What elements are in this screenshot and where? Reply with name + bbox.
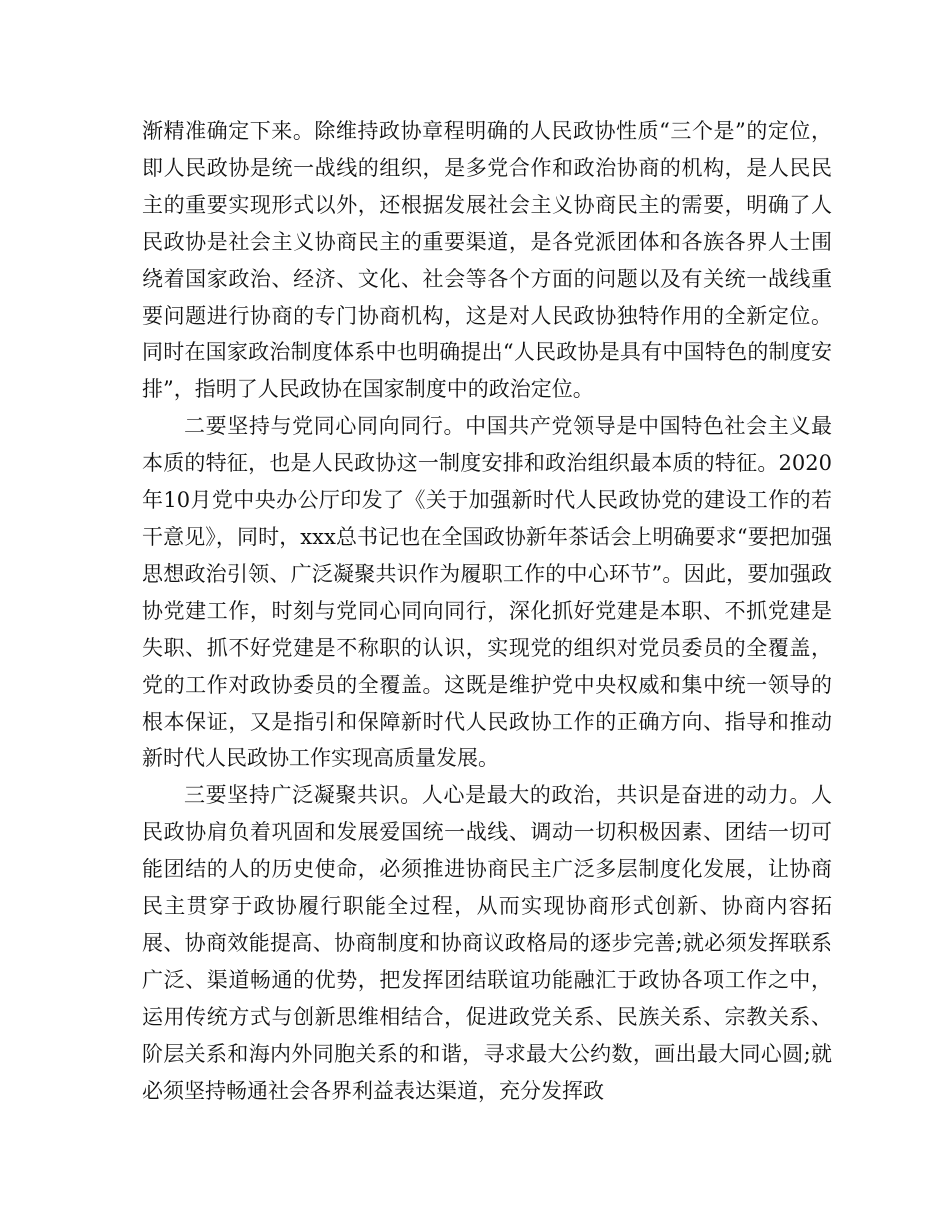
paragraph-1: 渐精准确定下来。除维持政协章程明确的人民政协性质“三个是”的定位，即人民政协是统一战线的组织，是多党合作和政治协商的机构，是人民民主的重要实现形式以外，还根据发展社会主义协商民主的需要，明确了人民政协是社会主义协商民主的重要渠道，是各党派团体和各族各界人士围绕着国家政治、经济、文化、社会等各个方面的问题以及有关统一战线重要问题进行协商的专门协商机构，这是对人民政协独特作用的全新定位。同时在国家政治制度体系中也明确提出“人民政协是具有中国特色的制度安排”，指明了人民政协在国家制度中的政治定位。 — [142, 119, 832, 402]
paragraph-2: 二要坚持与党同心同向同行。中国共产党领导是中国特色社会主义最本质的特征，也是人民政协这一制度安排和政治组织最本质的特征。2020年10月党中央办公厅印发了《关于加强新时代人民政协党的建设工作的若干意见》，同时，xxx总书记也在全国政协新年茶话会上明确要求“要把加强思想政治引领、广泛凝聚共识作为履职工作的中心环节”。因此，要加强政协党建工作，时刻与党同心同向同行，深化抓好党建是本职、不抓党建是失职、抓不好党建是不称职的认识，实现党的组织对党员委员的全覆盖，党的工作对政协委员的全覆盖。这既是维护党中央权威和集中统一领导的根本保证，又是指引和保障新时代人民政协工作的正确方向、指导和推动新时代人民政协工作实现高质量发展。 — [142, 414, 832, 771]
paragraph-3: 三要坚持广泛凝聚共识。人心是最大的政治，共识是奋进的动力。人民政协肩负着巩固和发展爱国统一战线、调动一切积极因素、团结一切可能团结的人的历史使命，必须推进协商民主广泛多层制度化发展，让协商民主贯穿于政协履行职能全过程，从而实现协商形式创新、协商内容拓展、协商效能提高、协商制度和协商议政格局的逐步完善;就必须发挥联系广泛、渠道畅通的优势，把发挥团结联谊功能融汇于政协各项工作之中，运用传统方式与创新思维相结合，促进政党关系、民族关系、宗教关系、阶层关系和海内外同胞关系的和谐，寻求最大公约数，画出最大同心圆;就必须坚持畅通社会各界利益表达渠道，充分发挥政 — [142, 783, 832, 1103]
document-body — [142, 113, 832, 1109]
